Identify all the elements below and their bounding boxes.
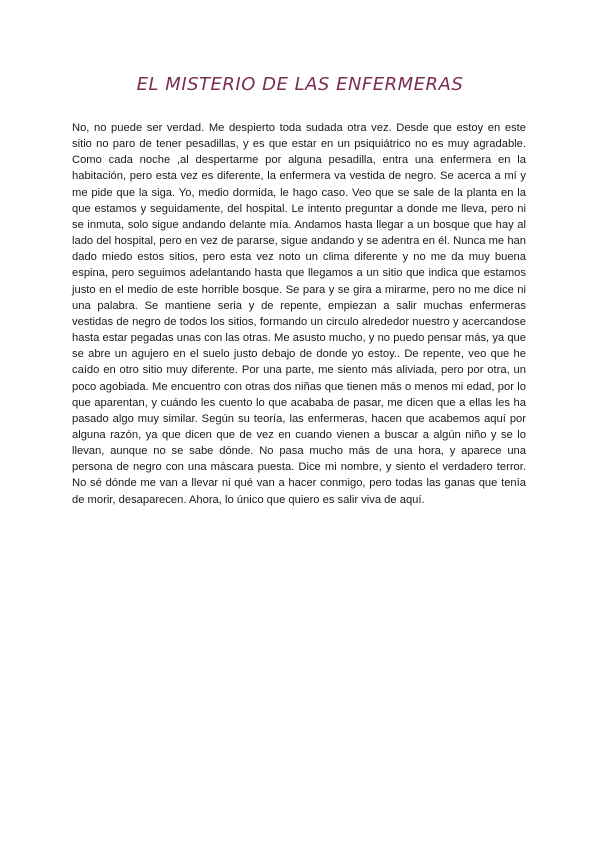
document-title: EL MISTERIO DE LAS ENFERMERAS [136,74,464,95]
story-paragraph: No, no puede ser verdad. Me despierto toda sudada otra vez. Desde que estoy en este sitio no paro de tener pesadillas, y es que estar en un psiquiátrico no es muy agradable. Como cada noche ,al despertarme por alguna pesadilla, entra una enfermera en la habitación, pero esta vez es diferente, la enfermera va vestida de negro. Se acerca a mí y me pide que la siga. Yo, medio dormida, le hago caso. Veo que se sale de la planta en la que estamos y seguidamente, del hospital. Le intento preguntar a donde me lleva, pero ni se inmuta, solo sigue andando delante mía. Andamos hasta llegar a un bosque que hay al lado del hospital, pero en vez de pararse, sigue andando y se adentra en él. Nunca me han dado miedo estos sitios, pero esta vez noto un clima diferente y no me da muy buena espina, pero seguimos adelantando hasta que llegamos a un sitio que indica que estamos justo en el medio de este horrible bosque. Se para y se gira a mirarme, pero no me dice ni una palabra. Se mantiene seria y de repente, empiezan a salir muchas enfermeras vestidas de negro de todos los sitios, formando un circulo alrededor nuestro y acercandose hasta estar pegadas unas con las otras. Me asusto mucho, y no puedo pensar más, ya que se abre un agujero en el suelo justo debajo de donde yo estoy.. De repente, veo que he caído en otro sitio muy diferente. Por una parte, me siento más aliviada, pero por otra, un poco agobiada. Me encuentro con otras dos niñas que tienen más o menos mi edad, por lo que aparentan, y cuándo les cuento lo que acababa de pasar, me dicen que a ellas les ha pasado algo muy similar. Según su teoría, las enfermeras, hacen que acabemos aquí por alguna razón, ya que dicen que de vez en cuando vienen a buscar a algún niño y se lo llevan, aunque no se sabe dónde. No pasa mucho más de una hora, y aparece una persona de negro con una máscara puesta. Dice mi nombre, y siento el verdadero terror. No sé dónde me van a llevar ni qué van a hacer conmigo, pero todas las ganas que tenía de morir, desaparecen. Ahora, lo único que quiero es salir viva de aquí. [72,122,526,506]
